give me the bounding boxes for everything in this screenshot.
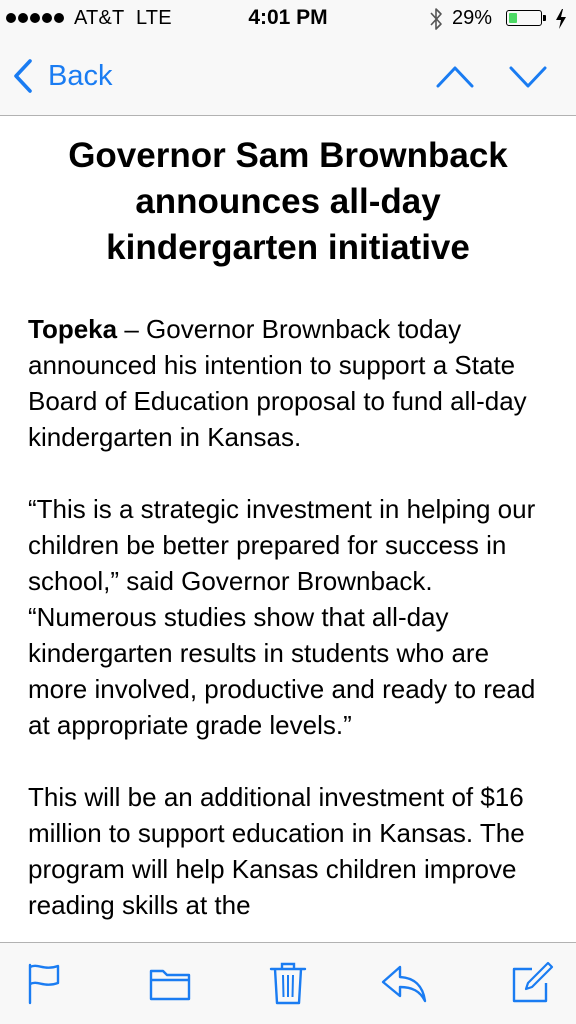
- article-paragraph-1-text: – Governor Brownback today announced his intention to support a State Board of Education proposal to fund all-day kindergarten in Kansas.: [28, 314, 527, 452]
- bluetooth-icon: [428, 6, 444, 32]
- article-dateline: Topeka: [28, 314, 118, 344]
- status-time: 4:01 PM: [248, 6, 328, 29]
- chevron-down-icon[interactable]: [508, 62, 548, 92]
- charging-bolt-icon: [555, 9, 567, 29]
- trash-icon: [268, 961, 308, 1005]
- battery-level-fill: [509, 13, 517, 23]
- status-bar: [0, 0, 576, 38]
- article-paragraph-1: [28, 311, 548, 455]
- bottom-toolbar: [0, 942, 576, 1024]
- flag-icon: [24, 961, 64, 1005]
- battery-icon: [506, 10, 542, 26]
- back-label: Back: [48, 59, 113, 92]
- trash-button[interactable]: [268, 961, 308, 1005]
- carrier-name: AT&T: [74, 7, 125, 29]
- navigation-bar: [0, 38, 576, 116]
- flag-button[interactable]: [24, 961, 64, 1005]
- network-type: LTE: [135, 7, 172, 29]
- battery-percent: 29%: [452, 7, 493, 29]
- chevron-up-icon[interactable]: [435, 62, 475, 92]
- article-paragraph-3: This will be an additional investment of $16 million to support education in Kansas. The program will help Kansas children improve reading skills at the: [28, 782, 525, 920]
- article-paragraph-2: “This is a strategic investment in helping our children be better prepared for success in school,” said Governor Brownback. “Numerous studies show that all-day kindergarten results in students who are more involved, productive and ready to read at appropriate grade levels.”: [28, 494, 536, 740]
- article-text: [28, 311, 548, 923]
- move-to-folder-button[interactable]: [148, 961, 192, 1005]
- reply-button[interactable]: [380, 961, 428, 1005]
- reply-icon: [380, 961, 428, 1005]
- compose-button[interactable]: [510, 961, 554, 1005]
- compose-icon: [510, 961, 554, 1005]
- chevron-left-icon: [12, 58, 34, 94]
- message-body[interactable]: [0, 117, 576, 942]
- back-button[interactable]: [12, 56, 112, 96]
- folder-icon: [148, 961, 192, 1005]
- article-headline: Governor Sam Brownback announces all-day kindergarten initiative: [68, 136, 508, 267]
